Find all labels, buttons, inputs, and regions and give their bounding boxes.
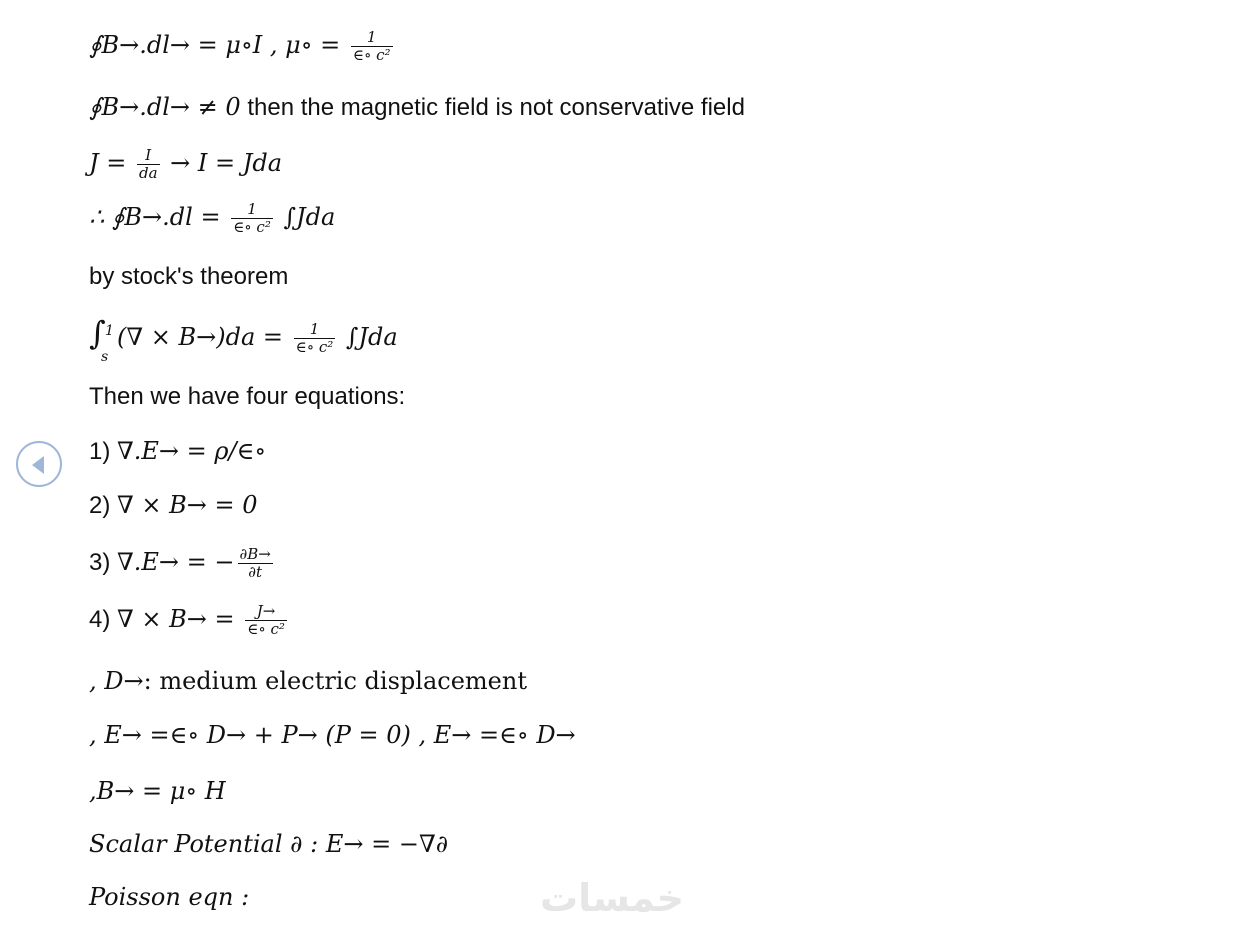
fraction-numerator: 1 <box>231 202 273 219</box>
equation-text: ∫Jda <box>338 323 398 351</box>
body-text: : medium electric displacement <box>143 667 527 695</box>
equation-number: 4) <box>89 606 118 633</box>
watermark-text: خمسات <box>540 876 684 920</box>
fraction-denominator: ∈∘ c² <box>247 620 285 639</box>
equation-text: → I = Jda <box>162 149 283 177</box>
integral-upper-limit: 1 <box>105 322 114 339</box>
integral-symbol: ∫ <box>89 313 106 352</box>
body-text: by stock's theorem <box>89 263 289 290</box>
equation-text: Scalar Potential ∂ : E→ = −∇∂ <box>89 830 449 858</box>
integral-with-limits <box>89 313 117 365</box>
watermark-logo <box>540 876 684 920</box>
equation-nonconservative <box>89 92 745 123</box>
equation-text: ∇ × B→ = <box>117 605 243 633</box>
text-poisson-equation <box>89 882 249 912</box>
fraction-numerator: I <box>137 148 160 165</box>
triangle-left-icon <box>32 456 44 474</box>
body-text: then the magnetic field is not conservative field <box>240 94 745 121</box>
fraction <box>245 604 287 637</box>
equation-number: 2) <box>89 492 118 519</box>
fraction-numerator: J→ <box>245 604 287 621</box>
equation-text: ∇.E→ = ρ/∈∘ <box>117 437 267 465</box>
equation-scalar-potential <box>89 829 448 859</box>
fraction-denominator: ∈∘ c² <box>233 218 271 236</box>
equation-stokes <box>89 313 398 365</box>
fraction <box>294 322 336 355</box>
equation-text: ∇.E→ = − <box>117 548 235 576</box>
equation-text: ,B→ = μ∘ H <box>89 777 226 805</box>
equation-displacement-relation <box>89 720 576 750</box>
equation-4 <box>89 604 290 637</box>
equation-text: ∴ ∮B→.dl = <box>89 203 229 231</box>
equation-1 <box>89 436 266 467</box>
equation-ampere-law <box>89 30 396 63</box>
fraction-denominator: ∈∘ c² <box>352 46 391 64</box>
equation-3 <box>89 547 276 580</box>
equation-text: Poisson eqn : <box>89 883 250 911</box>
body-text: Then we have four equations: <box>89 383 406 410</box>
fraction-denominator: ∂t <box>248 563 263 582</box>
equation-number: 3) <box>89 549 118 576</box>
fraction-numerator: 1 <box>351 30 393 47</box>
equation-text: ∮B→.dl→ = μ∘I , μ∘ = <box>89 31 348 59</box>
text-four-equations <box>89 382 405 412</box>
fraction-numerator: 1 <box>294 322 336 339</box>
integral-lower-limit: s <box>101 348 109 365</box>
fraction <box>351 30 393 63</box>
equation-text: (∇ × B→)da = <box>117 323 291 351</box>
equation-number: 1) <box>89 438 118 465</box>
fraction <box>231 202 273 235</box>
fraction-denominator: ∈∘ c² <box>295 338 334 356</box>
equation-b-field <box>89 776 226 806</box>
equation-text: ∮B→.dl→ ≠ 0 <box>89 93 241 121</box>
equation-therefore <box>89 202 335 235</box>
fraction <box>137 148 160 181</box>
equation-text: ∫Jda <box>275 203 336 231</box>
equation-current-density <box>89 148 282 181</box>
fraction-numerator: ∂B→ <box>239 545 271 564</box>
text-electric-displacement <box>89 666 527 696</box>
equation-text: , E→ =∈∘ D→ + P→ (P = 0) , E→ =∈∘ D→ <box>89 721 576 749</box>
equation-text: , D→ <box>89 667 144 695</box>
equation-text: J = <box>89 149 134 177</box>
previous-page-button[interactable] <box>16 441 62 487</box>
equation-2 <box>89 490 258 521</box>
fraction-denominator: da <box>139 164 158 182</box>
fraction <box>238 547 273 580</box>
text-stokes-theorem <box>89 262 288 292</box>
equation-text: ∇ × B→ = 0 <box>117 491 258 519</box>
